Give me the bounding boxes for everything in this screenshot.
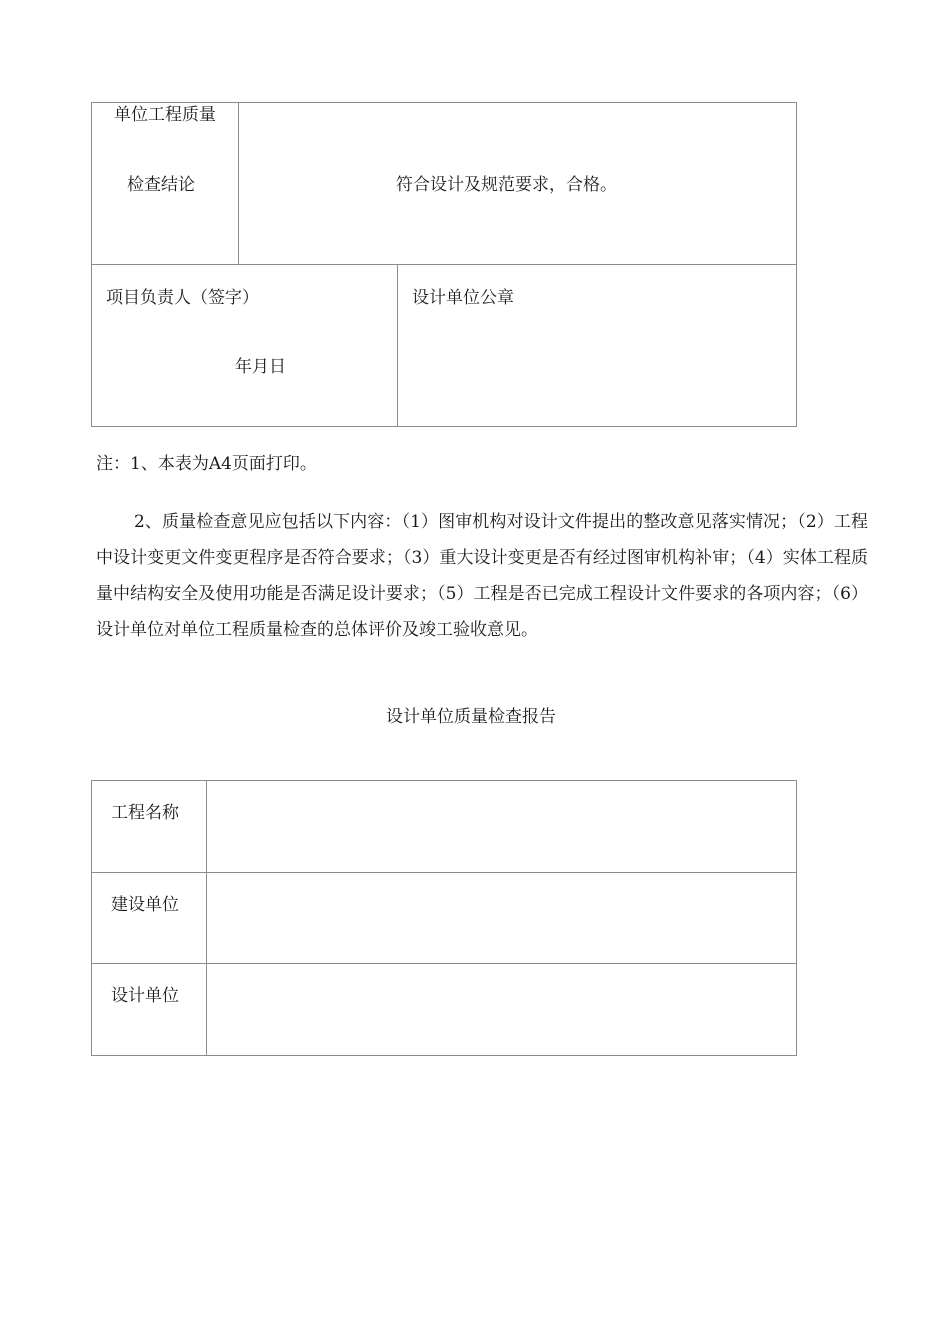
report-table [91,780,797,1056]
construction-unit-label: 建设单位 [111,895,179,915]
divider-line [91,872,797,873]
leader-signature-label: 项目负责人（签字） [106,288,259,308]
project-name-label: 工程名称 [111,803,179,823]
conclusion-label: 检查结论 [127,175,195,195]
conclusion-value: 符合设计及规范要求，合格。 [396,175,617,195]
divider-line [91,264,797,265]
conclusion-label: 单位工程质量 [114,105,216,125]
note-2: 2、质量检查意见应包括以下内容：（1）图审机构对设计文件提出的整改意见落实情况；（2）工程中设计变更文件变更程序是否符合要求；（3）重大设计变更是否有经过图审机构补审；（4）实体工程质量中结构安全及使用功能是否满足设计要求；（5）工程是否已完成工程设计文件要求的各项内容；（6）设计单位对单位工程质量检查的总体评价及竣工验收意见。 [96,512,868,640]
divider-line [91,963,797,964]
date-label: 年月日 [235,357,286,377]
report-title: 设计单位质量检查报告 [386,707,556,727]
note-1: 注：1、本表为A4页面打印。 [96,454,317,474]
divider-line [238,102,239,265]
divider-line [206,780,207,1056]
design-unit-label: 设计单位 [111,986,179,1006]
divider-line [397,264,398,427]
seal-label: 设计单位公章 [412,288,514,308]
